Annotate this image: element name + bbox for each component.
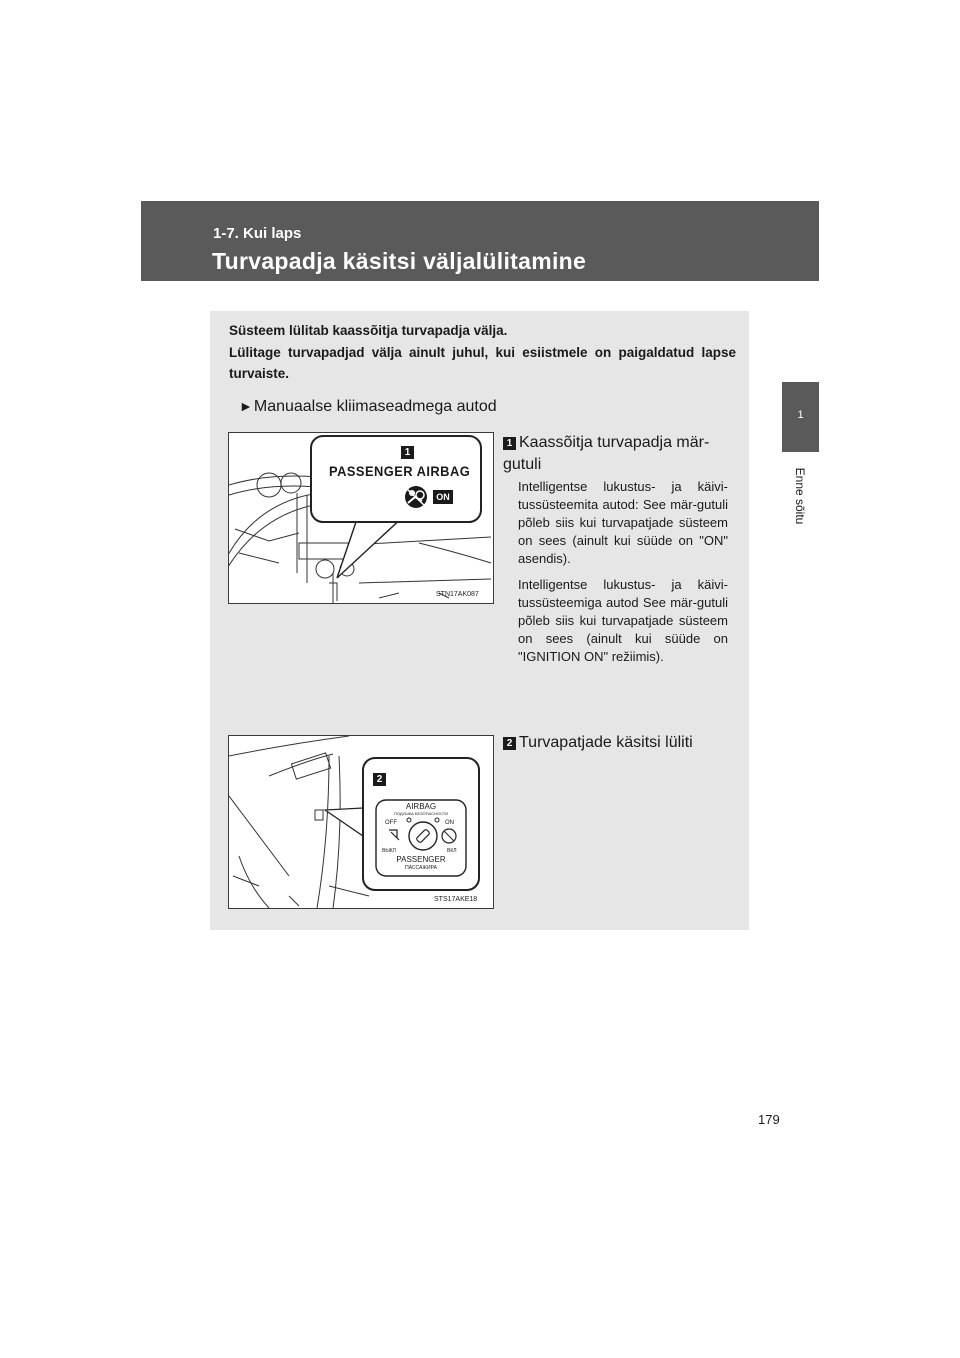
switch-off-label: OFF: [385, 820, 397, 826]
subheading: [239, 398, 497, 416]
item-2-heading: [503, 732, 731, 754]
chapter-tab-label: Enne sõitu: [793, 467, 807, 525]
item-1-body: [518, 478, 728, 666]
content-panel: [210, 311, 749, 930]
airbag-switch-illustration: [228, 735, 494, 909]
switch-label-ru: ПАССАЖИРА: [405, 865, 437, 871]
switch-on-ru-label: ВКЛ: [447, 848, 457, 854]
page-number: 179: [758, 1112, 780, 1127]
on-badge: ON: [436, 492, 450, 502]
switch-label: PASSENGER: [396, 855, 446, 864]
item-1-paragraph-2: Intelligentse lukustus- ja käivi-tussüsteemiga autod See mär-gutuli põleb siis kui turvapatjade süsteem on sees (ainult kui süüde on "IGNITION ON" režiimis).: [518, 577, 728, 664]
chapter-tab: 1: [782, 382, 819, 452]
page-title: Turvapadja käsitsi väljalülitamine: [212, 248, 587, 274]
airbag-indicator-icon: [405, 486, 427, 508]
dashboard-illustration: [228, 432, 494, 604]
item-2-title: Turvapatjade käsitsi lüliti: [519, 734, 693, 751]
dashboard-drawing: [229, 433, 493, 603]
item-marker-1: 1: [503, 437, 516, 450]
intro-line-2: Lülitage turvapadjad välja ainult juhul, kui esiistmele on paigaldatud lapse turvaiste.: [229, 344, 736, 381]
switch-subtitle: ПОДУШКА БЕЗОПАСНОСТИ: [393, 811, 449, 816]
item-1-heading: [503, 432, 731, 476]
switch-on-label: ON: [445, 820, 454, 826]
callout-marker-2: 2: [376, 774, 383, 785]
chapter-header: [141, 201, 819, 281]
passenger-airbag-label: PASSENGER AIRBAG: [329, 463, 471, 479]
item-1-title: Kaassõitja turvapadja mär-gutuli: [503, 434, 710, 473]
intro-line-1: Süsteem lülitab kaassõitja turvapadja välja.: [229, 323, 508, 338]
item-marker-2: 2: [503, 737, 516, 750]
illustration-code-1: STN17AK087: [436, 591, 479, 598]
switch-off-ru-label: ВЫКЛ: [382, 848, 396, 854]
intro-text: [229, 320, 736, 385]
triangle-right-icon: ►: [239, 398, 253, 414]
illustration-code-2: STS17AKE18: [434, 896, 478, 903]
callout-marker-1: 1: [404, 447, 411, 458]
item-1-paragraph-1: Intelligentse lukustus- ja käivi-tussüsteemita autod: See mär-gutuli põleb siis kui turvapatjade süsteem on sees (ainult kui süüde on "ON" asendis).: [518, 479, 728, 566]
subheading-text: Manuaalse kliimaseadmega autod: [253, 398, 497, 415]
switch-title: AIRBAG: [405, 802, 437, 811]
section-number: 1-7. Kui laps: [213, 225, 302, 242]
